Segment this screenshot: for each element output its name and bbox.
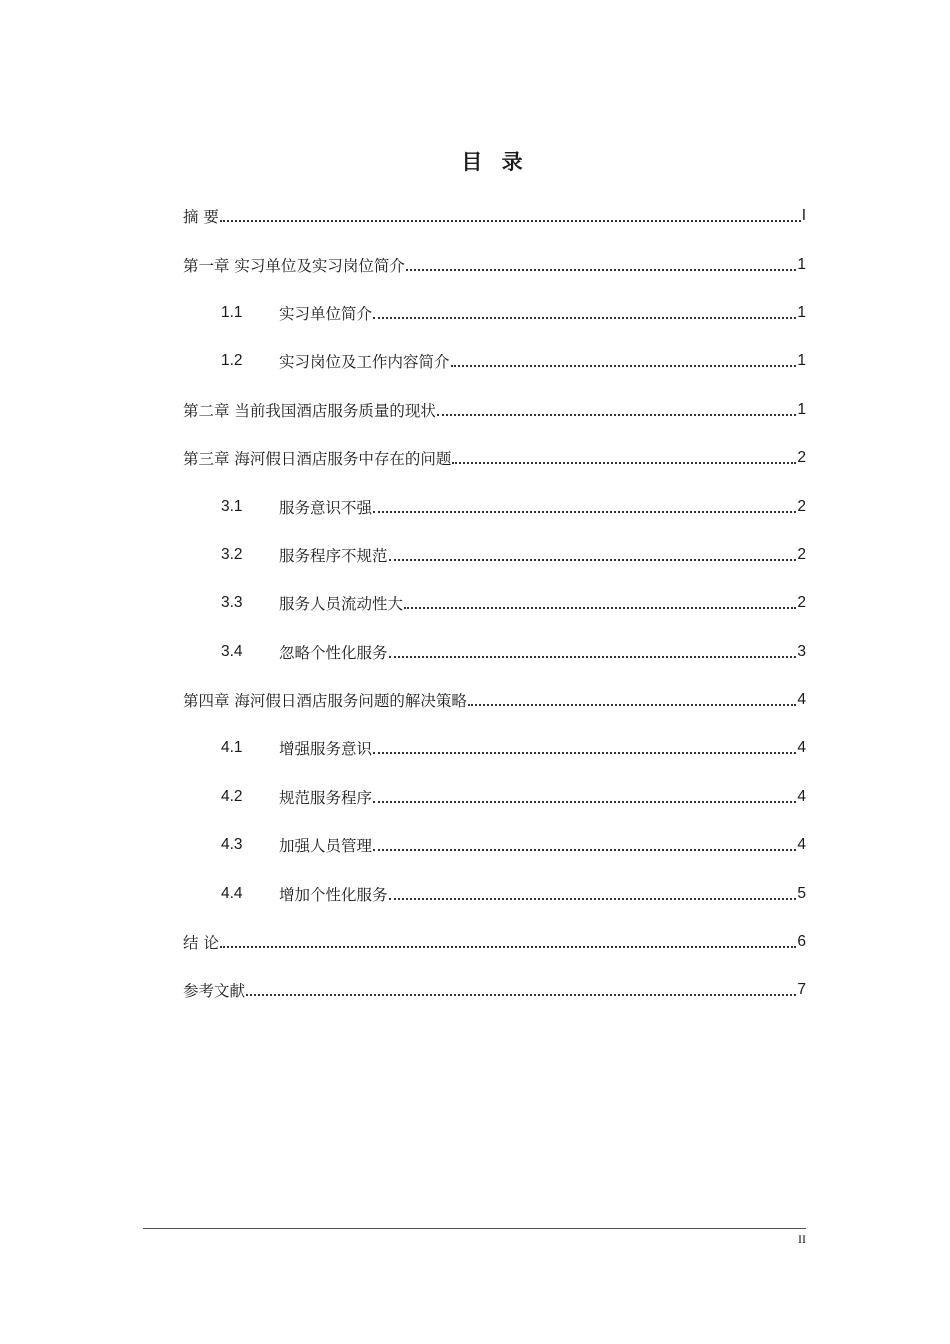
dot-leader (220, 220, 801, 222)
dot-leader (389, 559, 797, 561)
dot-leader (389, 656, 797, 658)
toc-entry-number: 4.1 (221, 739, 243, 757)
toc-entry-label: 忽略个性化服务 (279, 643, 388, 662)
toc-entry-page: 1 (797, 400, 806, 418)
toc-entry[interactable] (183, 966, 806, 1014)
dot-leader (468, 704, 796, 706)
dot-leader (373, 317, 796, 319)
dot-leader (373, 849, 796, 851)
toc-entry-label: 参考文献 (183, 982, 246, 1001)
toc-entry-label: 摘 要 (183, 208, 219, 227)
toc-entry-number: 4.3 (221, 836, 243, 854)
toc-entry-label: 服务人员流动性大 (279, 595, 404, 614)
toc-entry-label: 第二章 当前我国酒店服务质量的现状 (183, 401, 436, 420)
toc-entry[interactable] (183, 724, 806, 772)
toc-entry[interactable] (183, 918, 806, 966)
page-title: 目 录 (461, 150, 529, 174)
toc-entry-page: 4 (797, 691, 806, 709)
toc-entry-page: 1 (797, 255, 806, 273)
dot-leader (437, 414, 796, 416)
toc-entry-page: 2 (797, 497, 806, 515)
toc-entry-page: 3 (797, 642, 806, 660)
toc-entry-page: 1 (797, 352, 806, 370)
toc-entry-page: 4 (797, 739, 806, 757)
table-of-contents (183, 192, 806, 1015)
toc-entry-page: 2 (797, 449, 806, 467)
toc-entry-label: 第一章 实习单位及实习岗位简介 (183, 256, 405, 275)
toc-entry[interactable] (183, 531, 806, 579)
dot-leader (373, 511, 796, 513)
toc-entry-label: 加强人员管理 (279, 837, 373, 856)
toc-entry-number: 3.3 (221, 594, 243, 612)
toc-entry[interactable] (183, 434, 806, 482)
toc-entry-number: 3.2 (221, 545, 243, 563)
dot-leader (373, 752, 796, 754)
dot-leader (451, 365, 797, 367)
toc-entry-page: I (801, 207, 806, 225)
toc-entry-label: 规范服务程序 (279, 788, 373, 807)
toc-entry-number: 1.2 (221, 352, 243, 370)
footer-page-number: II (798, 1232, 806, 1246)
toc-entry-label: 服务程序不规范 (279, 546, 388, 565)
dot-leader (246, 994, 796, 996)
toc-entry[interactable] (183, 192, 806, 240)
toc-entry[interactable] (183, 773, 806, 821)
toc-entry-page: 2 (797, 594, 806, 612)
toc-entry[interactable] (183, 337, 806, 385)
toc-entry-label: 实习单位简介 (279, 304, 373, 323)
toc-entry-label: 第三章 海河假日酒店服务中存在的问题 (183, 450, 452, 469)
toc-entry-label: 结 论 (183, 934, 219, 953)
dot-leader (373, 801, 796, 803)
toc-entry[interactable] (183, 676, 806, 724)
toc-entry-number: 4.4 (221, 884, 243, 902)
dot-leader (406, 269, 796, 271)
toc-entry-label: 增加个性化服务 (279, 885, 388, 904)
dot-leader (452, 462, 796, 464)
toc-entry-label: 服务意识不强 (279, 498, 373, 517)
toc-entry[interactable] (183, 240, 806, 288)
toc-entry[interactable] (183, 821, 806, 869)
footer-divider (143, 1228, 806, 1229)
toc-entry-page: 5 (797, 884, 806, 902)
toc-entry[interactable] (183, 289, 806, 337)
toc-entry-label: 第四章 海河假日酒店服务问题的解决策略 (183, 692, 467, 711)
toc-entry[interactable] (183, 628, 806, 676)
dot-leader (404, 607, 796, 609)
toc-entry-page: 4 (797, 836, 806, 854)
toc-entry-label: 增强服务意识 (279, 740, 373, 759)
toc-entry-label: 实习岗位及工作内容简介 (279, 353, 450, 372)
toc-entry-page: 1 (797, 303, 806, 321)
toc-entry-number: 3.1 (221, 497, 243, 515)
dot-leader (389, 898, 797, 900)
dot-leader (220, 946, 796, 948)
toc-entry-number: 1.1 (221, 303, 243, 321)
toc-entry[interactable] (183, 386, 806, 434)
toc-entry-number: 4.2 (221, 787, 243, 805)
toc-entry-page: 4 (797, 787, 806, 805)
toc-entry-number: 3.4 (221, 642, 243, 660)
toc-entry-page: 2 (797, 545, 806, 563)
toc-entry-page: 7 (797, 981, 806, 999)
toc-entry[interactable] (183, 869, 806, 917)
toc-entry-page: 6 (797, 933, 806, 951)
toc-entry[interactable] (183, 579, 806, 627)
toc-entry[interactable] (183, 482, 806, 530)
